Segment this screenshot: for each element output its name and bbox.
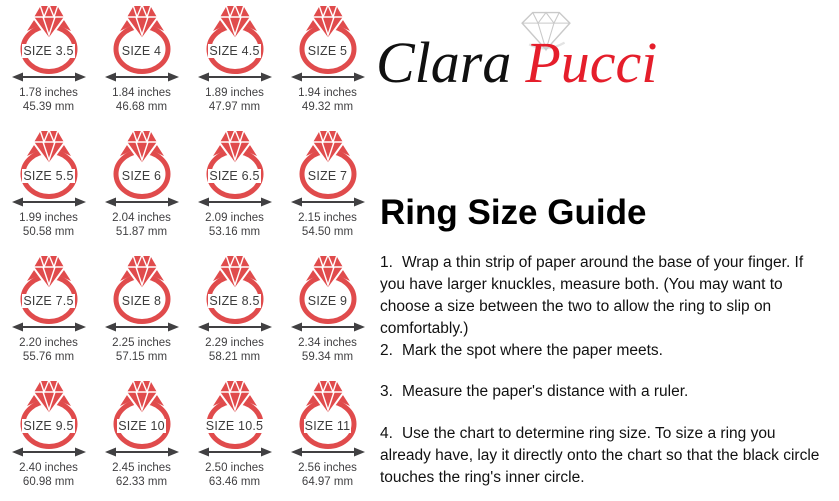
inches-value: 2.15 inches [298,212,357,224]
mm-value: 46.68 mm [115,100,168,113]
ring-size-cell [95,0,188,125]
ring-size-value: SIZE 4.5 [209,44,260,58]
step-number: 4. [380,425,393,442]
ring-icon [288,3,368,75]
ring-icon [195,3,275,75]
ring-size-label [9,419,89,434]
ring-size-label [9,294,89,309]
ring-measurements [19,212,78,239]
ring-icon [102,378,182,450]
ring-measurements [298,87,357,114]
mm-value: 54.50 mm [301,225,354,238]
diamond-ring-icon [195,253,275,325]
ring-size-value: SIZE 10.5 [205,419,264,433]
ring-size-cell [188,125,281,250]
ring-measurements [19,337,78,364]
brand-name [376,28,657,98]
ring-size-value: SIZE 4 [121,44,162,58]
ring-size-cell [281,250,374,375]
ring-size-cell [281,375,374,500]
ring-size-label [288,294,368,309]
diamond-ring-icon [288,378,368,450]
diamond-ring-icon [102,3,182,75]
ring-size-cell [2,0,95,125]
mm-value: 50.58 mm [22,225,75,238]
ring-measurements [205,462,264,489]
inches-value: 1.78 inches [19,87,78,99]
mm-value: 63.46 mm [208,475,261,488]
diamond-ring-icon [195,378,275,450]
inches-value: 2.20 inches [19,337,78,349]
ring-icon [102,253,182,325]
inches-value: 2.04 inches [112,212,171,224]
ring-size-cell [281,0,374,125]
ring-size-value: SIZE 5 [307,44,348,58]
ring-icon [288,253,368,325]
ring-size-label [102,44,182,59]
step-text: Wrap a thin strip of paper around the base of your finger. If you have larger knuckles, measure both. (You may want to choose a size between the two to allow the ring to slip on comfortably.) [380,254,804,337]
ring-size-label [9,44,89,59]
ring-size-value: SIZE 11 [304,419,351,433]
ring-icon [288,128,368,200]
ring-size-label [195,169,275,184]
step-text: Use the chart to determine ring size. To size a ring you already have, lay it directly onto the chart so that the black circle touches the ring's inner circle. [380,425,820,486]
ring-size-label [288,169,368,184]
ring-icon [9,253,89,325]
step-number: 2. [380,342,393,359]
inches-value: 2.45 inches [112,462,171,474]
ring-measurements [19,87,78,114]
ring-measurements [298,337,357,364]
ring-measurements [298,212,357,239]
inches-value: 2.25 inches [112,337,171,349]
page-title: Ring Size Guide [380,193,647,232]
ring-measurements [205,337,264,364]
ring-size-cell [95,375,188,500]
ring-icon [102,3,182,75]
ring-measurements [112,337,171,364]
ring-size-value: SIZE 9.5 [23,419,74,433]
ring-icon [195,128,275,200]
diamond-ring-icon [195,128,275,200]
ring-size-value: SIZE 8.5 [209,294,260,308]
ring-size-cell [2,125,95,250]
ring-icon [195,378,275,450]
inches-value: 2.09 inches [205,212,264,224]
mm-value: 64.97 mm [301,475,354,488]
mm-value: 62.33 mm [115,475,168,488]
diamond-ring-icon [288,253,368,325]
mm-value: 49.32 mm [301,100,354,113]
brand-logo [376,20,826,110]
brand-name-first: Clara [376,30,512,95]
ring-size-cell [2,250,95,375]
ring-size-value: SIZE 9 [307,294,348,308]
ring-measurements [298,462,357,489]
mm-value: 47.97 mm [208,100,261,113]
ring-icon [9,378,89,450]
ring-measurements [205,212,264,239]
ring-size-label [102,169,182,184]
ring-size-label [195,419,275,434]
mm-value: 45.39 mm [22,100,75,113]
ring-size-value: SIZE 7 [307,169,348,183]
diamond-ring-icon [9,3,89,75]
ring-icon [9,128,89,200]
inches-value: 1.89 inches [205,87,264,99]
diamond-ring-icon [288,128,368,200]
instruction-step-3 [380,381,688,403]
inches-value: 2.56 inches [298,462,357,474]
ring-measurements [19,462,78,489]
mm-value: 57.15 mm [115,350,168,363]
ring-size-value: SIZE 7.5 [23,294,74,308]
ring-size-cell [95,125,188,250]
inches-value: 1.94 inches [298,87,357,99]
diamond-ring-icon [102,253,182,325]
inches-value: 2.29 inches [205,337,264,349]
ring-size-cell [188,375,281,500]
ring-size-value: SIZE 6.5 [209,169,260,183]
diamond-ring-icon [9,378,89,450]
ring-size-cell [281,125,374,250]
ring-size-cell [188,0,281,125]
ring-icon [195,253,275,325]
ring-size-cell [95,250,188,375]
ring-size-value: SIZE 3.5 [23,44,74,58]
step-text: Measure the paper's distance with a ruler. [401,383,689,400]
ring-size-label [102,419,182,434]
diamond-ring-icon [195,3,275,75]
inches-value: 1.84 inches [112,87,171,99]
ring-measurements [112,87,171,114]
ring-size-label [195,294,275,309]
ring-size-label [195,44,275,59]
ring-measurements [205,87,264,114]
inches-value: 2.34 inches [298,337,357,349]
step-number: 3. [380,383,393,400]
mm-value: 59.34 mm [301,350,354,363]
ring-size-value: SIZE 6 [121,169,162,183]
diamond-ring-icon [102,378,182,450]
ring-measurements [112,462,171,489]
instruction-step-4 [380,423,830,489]
ring-size-label [288,44,368,59]
ring-size-label [288,419,368,434]
instruction-step-1 [380,252,830,340]
mm-value: 53.16 mm [208,225,261,238]
step-number: 1. [380,254,393,271]
instruction-step-2 [380,340,663,362]
mm-value: 60.98 mm [22,475,75,488]
ring-size-value: SIZE 8 [121,294,162,308]
ring-size-label [102,294,182,309]
diamond-ring-icon [102,128,182,200]
diamond-ring-icon [288,3,368,75]
mm-value: 51.87 mm [115,225,168,238]
ring-size-value: SIZE 5.5 [23,169,74,183]
inches-value: 1.99 inches [19,212,78,224]
ring-size-cell [2,375,95,500]
ring-icon [288,378,368,450]
diamond-ring-icon [9,128,89,200]
ring-size-chart [2,0,374,501]
ring-icon [9,3,89,75]
inches-value: 2.50 inches [205,462,264,474]
mm-value: 55.76 mm [22,350,75,363]
ring-size-value: SIZE 10 [118,419,165,433]
diamond-ring-icon [9,253,89,325]
ring-size-label [9,169,89,184]
brand-name-second: Pucci [525,30,658,95]
mm-value: 58.21 mm [208,350,261,363]
ring-icon [102,128,182,200]
step-text: Mark the spot where the paper meets. [401,342,663,359]
ring-measurements [112,212,171,239]
ring-size-cell [188,250,281,375]
inches-value: 2.40 inches [19,462,78,474]
